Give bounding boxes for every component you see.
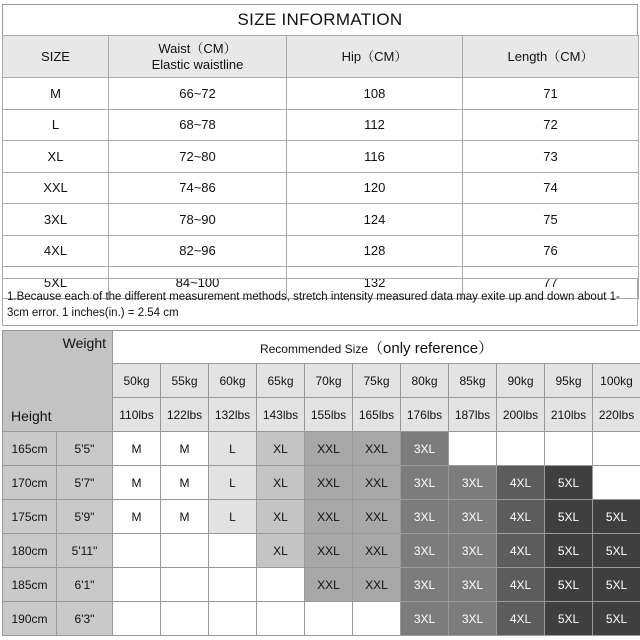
recommended-size-cell: XL	[257, 432, 305, 466]
hip-cell: 108	[287, 78, 463, 110]
size-cell: XXL	[3, 172, 109, 204]
weight-label: Weight	[62, 335, 106, 351]
empty-cell	[161, 568, 209, 602]
length-cell: 75	[463, 204, 639, 236]
hip-cell: 112	[287, 109, 463, 141]
recommended-size-cell: 5XL	[545, 500, 593, 534]
length-column-header: Length（CM）	[463, 36, 639, 78]
hip-cell: 120	[287, 172, 463, 204]
recommended-size-cell: XL	[257, 466, 305, 500]
recommended-size-cell: XXL	[353, 432, 401, 466]
height-cm-cell: 165cm	[3, 432, 57, 466]
hip-cell: 116	[287, 141, 463, 173]
recommended-size-cell: 5XL	[593, 602, 640, 636]
length-cell: 72	[463, 109, 639, 141]
empty-cell	[161, 602, 209, 636]
recommended-size-cell: XXL	[353, 568, 401, 602]
height-ft-cell: 5'7"	[57, 466, 113, 500]
height-cm-cell: 175cm	[3, 500, 57, 534]
empty-cell	[497, 432, 545, 466]
waist-cell: 66~72	[109, 78, 287, 110]
recommended-size-cell: 4XL	[497, 568, 545, 602]
recommended-size-cell: M	[113, 466, 161, 500]
recommended-size-cell: XXL	[305, 534, 353, 568]
empty-cell	[545, 432, 593, 466]
empty-cell	[257, 602, 305, 636]
size-information-title: SIZE INFORMATION	[2, 4, 638, 36]
weight-lbs-cell: 143lbs	[257, 398, 305, 432]
size-table-row	[3, 235, 639, 267]
size-table-row	[3, 78, 639, 110]
size-cell: 5XL	[3, 267, 109, 299]
length-cell: 74	[463, 172, 639, 204]
recommended-size-cell: XXL	[305, 432, 353, 466]
recommended-size-cell: M	[113, 500, 161, 534]
weight-height-corner	[3, 331, 113, 432]
recommended-size-cell: 5XL	[593, 534, 640, 568]
waist-cell: 84~100	[109, 267, 287, 299]
empty-cell	[209, 534, 257, 568]
recommended-size-cell: XXL	[305, 466, 353, 500]
recommended-size-cell: 4XL	[497, 534, 545, 568]
recommended-size-cell: 3XL	[401, 466, 449, 500]
weight-lbs-cell: 200lbs	[497, 398, 545, 432]
size-cell: L	[3, 109, 109, 141]
weight-kg-cell: 60kg	[209, 364, 257, 398]
height-row	[3, 500, 640, 534]
size-table-row	[3, 141, 639, 173]
waist-header-line1: Waist（CM）	[158, 40, 237, 56]
weight-lbs-cell: 187lbs	[449, 398, 497, 432]
empty-cell	[209, 568, 257, 602]
waist-column-header	[109, 36, 287, 78]
weight-lbs-cell: 210lbs	[545, 398, 593, 432]
waist-cell: 78~90	[109, 204, 287, 236]
size-cell: 4XL	[3, 235, 109, 267]
length-cell: 71	[463, 78, 639, 110]
recommended-size-section	[2, 330, 638, 636]
recommended-subtitle: （only reference）	[368, 339, 494, 357]
waist-cell: 82~96	[109, 235, 287, 267]
recommended-size-cell: 3XL	[401, 500, 449, 534]
height-label: Height	[11, 408, 52, 424]
length-cell: 76	[463, 235, 639, 267]
size-cell: M	[3, 78, 109, 110]
height-cm-cell: 190cm	[3, 602, 57, 636]
recommended-size-cell: 5XL	[545, 568, 593, 602]
recommended-size-cell: 4XL	[497, 602, 545, 636]
weight-kg-cell: 100kg	[593, 364, 640, 398]
hip-column-header: Hip（CM）	[287, 36, 463, 78]
weight-kg-cell: 90kg	[497, 364, 545, 398]
height-ft-cell: 5'9"	[57, 500, 113, 534]
waist-cell: 72~80	[109, 141, 287, 173]
recommended-size-cell: 3XL	[449, 500, 497, 534]
weight-lbs-cell: 165lbs	[353, 398, 401, 432]
length-cell: 73	[463, 141, 639, 173]
recommended-size-cell: XL	[257, 534, 305, 568]
weight-lbs-cell: 132lbs	[209, 398, 257, 432]
recommended-size-cell: 5XL	[593, 568, 640, 602]
recommended-size-cell: XXL	[305, 568, 353, 602]
empty-cell	[161, 534, 209, 568]
empty-cell	[593, 432, 640, 466]
weight-kg-cell: 55kg	[161, 364, 209, 398]
empty-cell	[593, 466, 640, 500]
recommended-size-table	[2, 330, 640, 636]
size-column-header: SIZE	[3, 36, 109, 78]
recommended-size-cell: 4XL	[497, 500, 545, 534]
height-ft-cell: 6'1"	[57, 568, 113, 602]
recommended-size-title	[113, 331, 640, 364]
recommended-size-cell: 3XL	[449, 568, 497, 602]
recommended-size-cell: M	[161, 500, 209, 534]
recommended-size-cell: 5XL	[593, 500, 640, 534]
size-table-row	[3, 109, 639, 141]
height-ft-cell: 5'11"	[57, 534, 113, 568]
weight-lbs-cell: 176lbs	[401, 398, 449, 432]
recommended-size-cell: XXL	[353, 466, 401, 500]
recommended-title-row	[3, 331, 640, 364]
height-cm-cell: 180cm	[3, 534, 57, 568]
waist-cell: 74~86	[109, 172, 287, 204]
empty-cell	[113, 534, 161, 568]
hip-cell: 128	[287, 235, 463, 267]
weight-lbs-cell: 220lbs	[593, 398, 640, 432]
height-ft-cell: 5'5"	[57, 432, 113, 466]
size-cell: XL	[3, 141, 109, 173]
empty-cell	[305, 602, 353, 636]
recommended-size-cell: M	[161, 432, 209, 466]
weight-kg-cell: 70kg	[305, 364, 353, 398]
height-row	[3, 568, 640, 602]
weight-lbs-cell: 155lbs	[305, 398, 353, 432]
empty-cell	[353, 602, 401, 636]
recommended-size-cell: 3XL	[401, 534, 449, 568]
recommended-size-cell: XXL	[353, 534, 401, 568]
recommended-size-cell: M	[113, 432, 161, 466]
weight-kg-cell: 95kg	[545, 364, 593, 398]
recommended-size-cell: XXL	[305, 500, 353, 534]
empty-cell	[449, 432, 497, 466]
recommended-size-cell: 5XL	[545, 534, 593, 568]
height-cm-cell: 170cm	[3, 466, 57, 500]
size-table-row	[3, 204, 639, 236]
recommended-size-cell: XXL	[353, 500, 401, 534]
weight-lbs-cell: 122lbs	[161, 398, 209, 432]
empty-cell	[209, 602, 257, 636]
weight-kg-cell: 75kg	[353, 364, 401, 398]
height-row	[3, 534, 640, 568]
hip-cell: 132	[287, 267, 463, 299]
weight-kg-cell: 65kg	[257, 364, 305, 398]
recommended-title-text: Recommended Size	[259, 341, 369, 356]
recommended-size-cell: L	[209, 500, 257, 534]
recommended-size-cell: 4XL	[497, 466, 545, 500]
weight-kg-cell: 50kg	[113, 364, 161, 398]
height-ft-cell: 6'3"	[57, 602, 113, 636]
length-cell: 77	[463, 267, 639, 299]
recommended-size-cell: 3XL	[401, 432, 449, 466]
weight-lbs-cell: 110lbs	[113, 398, 161, 432]
recommended-size-cell: 5XL	[545, 466, 593, 500]
measurement-note: 1.Because each of the different measurement methods, stretch intensity measured data may exite up and down about 1-3cm error. 1 inches(in.) = 2.54 cm	[2, 278, 638, 326]
recommended-size-cell: 5XL	[545, 602, 593, 636]
recommended-size-cell: XL	[257, 500, 305, 534]
recommended-size-cell: L	[209, 466, 257, 500]
size-table-header-row	[3, 36, 639, 78]
height-cm-cell: 185cm	[3, 568, 57, 602]
empty-cell	[113, 568, 161, 602]
height-row	[3, 602, 640, 636]
empty-cell	[257, 568, 305, 602]
recommended-size-cell: 3XL	[401, 568, 449, 602]
size-table-row	[3, 172, 639, 204]
height-row	[3, 432, 640, 466]
size-table	[2, 35, 639, 299]
recommended-size-cell: 3XL	[449, 534, 497, 568]
recommended-size-cell: 3XL	[449, 602, 497, 636]
recommended-size-cell: 3XL	[401, 602, 449, 636]
empty-cell	[113, 602, 161, 636]
recommended-size-cell: 3XL	[449, 466, 497, 500]
weight-kg-cell: 80kg	[401, 364, 449, 398]
hip-cell: 124	[287, 204, 463, 236]
size-cell: 3XL	[3, 204, 109, 236]
recommended-size-cell: M	[161, 466, 209, 500]
waist-header-line2: Elastic waistline	[151, 56, 244, 72]
waist-cell: 68~78	[109, 109, 287, 141]
weight-kg-cell: 85kg	[449, 364, 497, 398]
height-row	[3, 466, 640, 500]
recommended-size-cell: L	[209, 432, 257, 466]
